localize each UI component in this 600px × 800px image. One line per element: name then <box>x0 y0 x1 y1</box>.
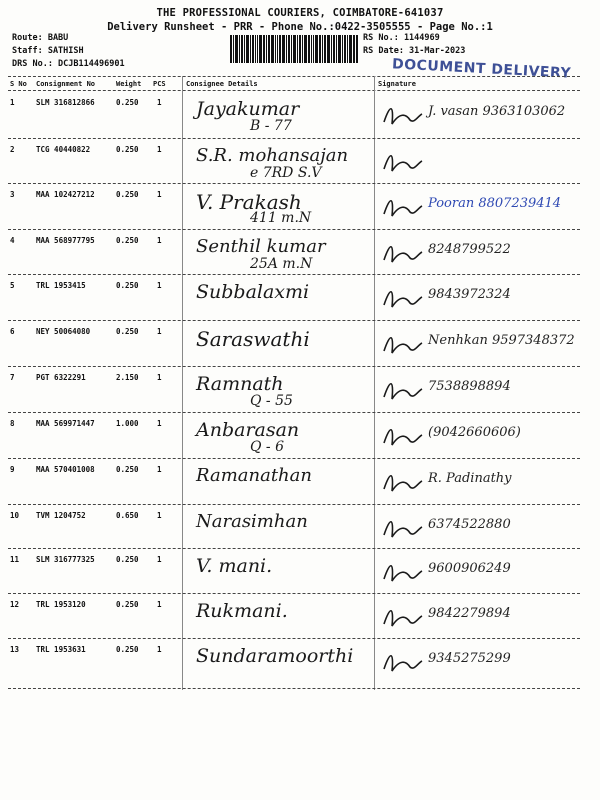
table-top-rule <box>8 76 580 77</box>
company-title: THE PROFESSIONAL COURIERS, COIMBATORE-641037 <box>156 7 444 19</box>
row-sno: 11 <box>10 555 20 564</box>
row-signature-note: J. vasan 9363103062 <box>428 104 566 119</box>
row-consignment-no: TRL 1953415 <box>36 281 86 290</box>
col-consignee: Consignee Details <box>186 80 258 88</box>
row-consignment-no: SLM 316812866 <box>36 98 95 107</box>
row-divider <box>8 229 580 230</box>
row-signature-note: Pooran 8807239414 <box>428 196 562 211</box>
row-divider <box>8 504 580 505</box>
row-signature <box>380 515 424 547</box>
row-consignee-name: Saraswathi <box>196 327 310 351</box>
row-consignee-name: Senthil kumar <box>196 236 326 257</box>
signature-column-divider <box>374 76 375 690</box>
row-consignee-name: S.R. mohansajan <box>196 145 349 166</box>
row-consignment-no: MAA 102427212 <box>36 190 95 199</box>
row-signature-note: R. Padinathy <box>428 471 512 486</box>
row-consignment-no: MAA 568977795 <box>36 236 95 245</box>
row-sno: 2 <box>10 145 15 154</box>
row-divider <box>8 366 580 367</box>
consignee-column-divider <box>182 76 183 690</box>
row-consignment-no: TCG 40440822 <box>36 145 91 154</box>
row-sno: 13 <box>10 645 20 654</box>
row-signature <box>380 604 424 636</box>
row-signature-note: 7538898894 <box>428 379 511 394</box>
row-divider <box>8 458 580 459</box>
row-consignee-name: Ramnath <box>196 373 284 395</box>
row-weight: 0.250 <box>116 190 139 199</box>
document-delivery-stamp: DOCUMENT DELIVERY <box>391 56 572 82</box>
rs-number: RS No.: 1144969 <box>363 33 440 43</box>
row-consignment-no: SLM 316777325 <box>36 555 95 564</box>
row-weight: 0.250 <box>116 236 139 245</box>
row-signature <box>380 423 424 455</box>
row-consignment-no: TRL 1953120 <box>36 600 86 609</box>
col-consignment: Consignment No <box>36 80 96 88</box>
row-pcs: 1 <box>157 600 162 609</box>
staff-label: Staff: SATHISH <box>12 46 84 56</box>
row-weight: 0.250 <box>116 645 139 654</box>
row-divider <box>8 638 580 639</box>
row-consignee-address: Q - 55 <box>250 393 293 409</box>
row-consignee-name: Narasimhan <box>196 511 308 532</box>
col-signature: Signature <box>378 80 416 88</box>
row-consignment-no: NEY 50064080 <box>36 327 91 336</box>
row-pcs: 1 <box>157 511 162 520</box>
row-sno: 3 <box>10 190 15 199</box>
row-signature <box>380 102 424 134</box>
row-pcs: 1 <box>157 190 162 199</box>
row-signature <box>380 559 424 591</box>
drs-number: DRS No.: DCJB114496901 <box>12 59 125 69</box>
row-signature-note: Nenhkan 9597348372 <box>428 333 575 348</box>
row-pcs: 1 <box>157 236 162 245</box>
row-sno: 12 <box>10 600 20 609</box>
row-signature-note: 9600906249 <box>428 561 511 576</box>
row-weight: 0.250 <box>116 281 139 290</box>
col-sno: S No <box>10 80 27 88</box>
row-signature-note: 9843972324 <box>428 287 511 302</box>
rs-date: RS Date: 31-Mar-2023 <box>363 46 466 56</box>
row-consignee-name: Rukmani. <box>196 600 288 622</box>
row-signature <box>380 194 424 226</box>
row-consignee-address: 411 m.N <box>250 210 312 226</box>
row-consignee-name: Jayakumar <box>196 98 300 120</box>
row-pcs: 1 <box>157 465 162 474</box>
row-consignee-name: Sundaramoorthi <box>196 645 354 667</box>
row-consignee-name: V. mani. <box>196 555 273 577</box>
row-sno: 9 <box>10 465 15 474</box>
runsheet-subtitle: Delivery Runsheet - PRR - Phone No.:0422-3505555 - Page No.:1 <box>107 21 493 33</box>
row-consignee-address: Q - 6 <box>250 439 285 455</box>
row-signature <box>380 240 424 272</box>
row-consignee-name: Ramanathan <box>196 465 312 486</box>
row-consignment-no: MAA 570401008 <box>36 465 95 474</box>
row-divider <box>8 593 580 594</box>
row-pcs: 1 <box>157 327 162 336</box>
row-consignee-address: B - 77 <box>250 118 292 134</box>
row-signature-note: 9842279894 <box>428 606 511 621</box>
col-pcs: PCS <box>153 80 166 88</box>
row-weight: 0.250 <box>116 145 139 154</box>
row-pcs: 1 <box>157 419 162 428</box>
row-pcs: 1 <box>157 555 162 564</box>
row-weight: 0.650 <box>116 511 139 520</box>
row-pcs: 1 <box>157 373 162 382</box>
row-sno: 7 <box>10 373 15 382</box>
row-weight: 2.150 <box>116 373 139 382</box>
row-weight: 0.250 <box>116 98 139 107</box>
col-weight: Weight <box>116 80 142 88</box>
row-weight: 0.250 <box>116 600 139 609</box>
row-weight: 0.250 <box>116 555 139 564</box>
row-divider <box>8 548 580 549</box>
row-signature-note: 9345275299 <box>428 651 511 666</box>
row-divider <box>8 320 580 321</box>
header-rule <box>8 90 580 91</box>
route-label: Route: BABU <box>12 33 69 43</box>
row-sno: 1 <box>10 98 15 107</box>
row-divider <box>8 138 580 139</box>
row-weight: 0.250 <box>116 327 139 336</box>
row-sno: 4 <box>10 236 15 245</box>
row-signature <box>380 649 424 681</box>
row-divider <box>8 412 580 413</box>
row-consignment-no: TRL 1953631 <box>36 645 86 654</box>
row-pcs: 1 <box>157 145 162 154</box>
row-signature <box>380 331 424 363</box>
row-sno: 10 <box>10 511 20 520</box>
row-pcs: 1 <box>157 281 162 290</box>
row-consignee-address: 25A m.N <box>250 256 313 272</box>
row-signature <box>380 285 424 317</box>
row-consignment-no: MAA 569971447 <box>36 419 95 428</box>
row-signature-note: 8248799522 <box>428 242 511 257</box>
row-consignment-no: PGT 6322291 <box>36 373 86 382</box>
row-weight: 1.000 <box>116 419 139 428</box>
row-sno: 5 <box>10 281 15 290</box>
row-divider <box>8 183 580 184</box>
row-sno: 8 <box>10 419 15 428</box>
row-signature-note: (9042660606) <box>428 425 521 440</box>
row-consignee-name: V. Prakash <box>196 190 302 214</box>
row-divider <box>8 688 580 689</box>
row-consignee-name: Subbalaxmi <box>196 281 310 303</box>
row-consignment-no: TVM 1204752 <box>36 511 86 520</box>
barcode-image <box>230 35 358 63</box>
row-sno: 6 <box>10 327 15 336</box>
row-divider <box>8 274 580 275</box>
row-signature <box>380 377 424 409</box>
row-signature <box>380 469 424 501</box>
row-pcs: 1 <box>157 98 162 107</box>
row-consignee-name: Anbarasan <box>196 419 300 441</box>
row-consignee-address: e 7RD S.V <box>250 165 322 181</box>
row-signature-note: 6374522880 <box>428 517 511 532</box>
row-weight: 0.250 <box>116 465 139 474</box>
row-pcs: 1 <box>157 645 162 654</box>
row-signature <box>380 149 424 181</box>
